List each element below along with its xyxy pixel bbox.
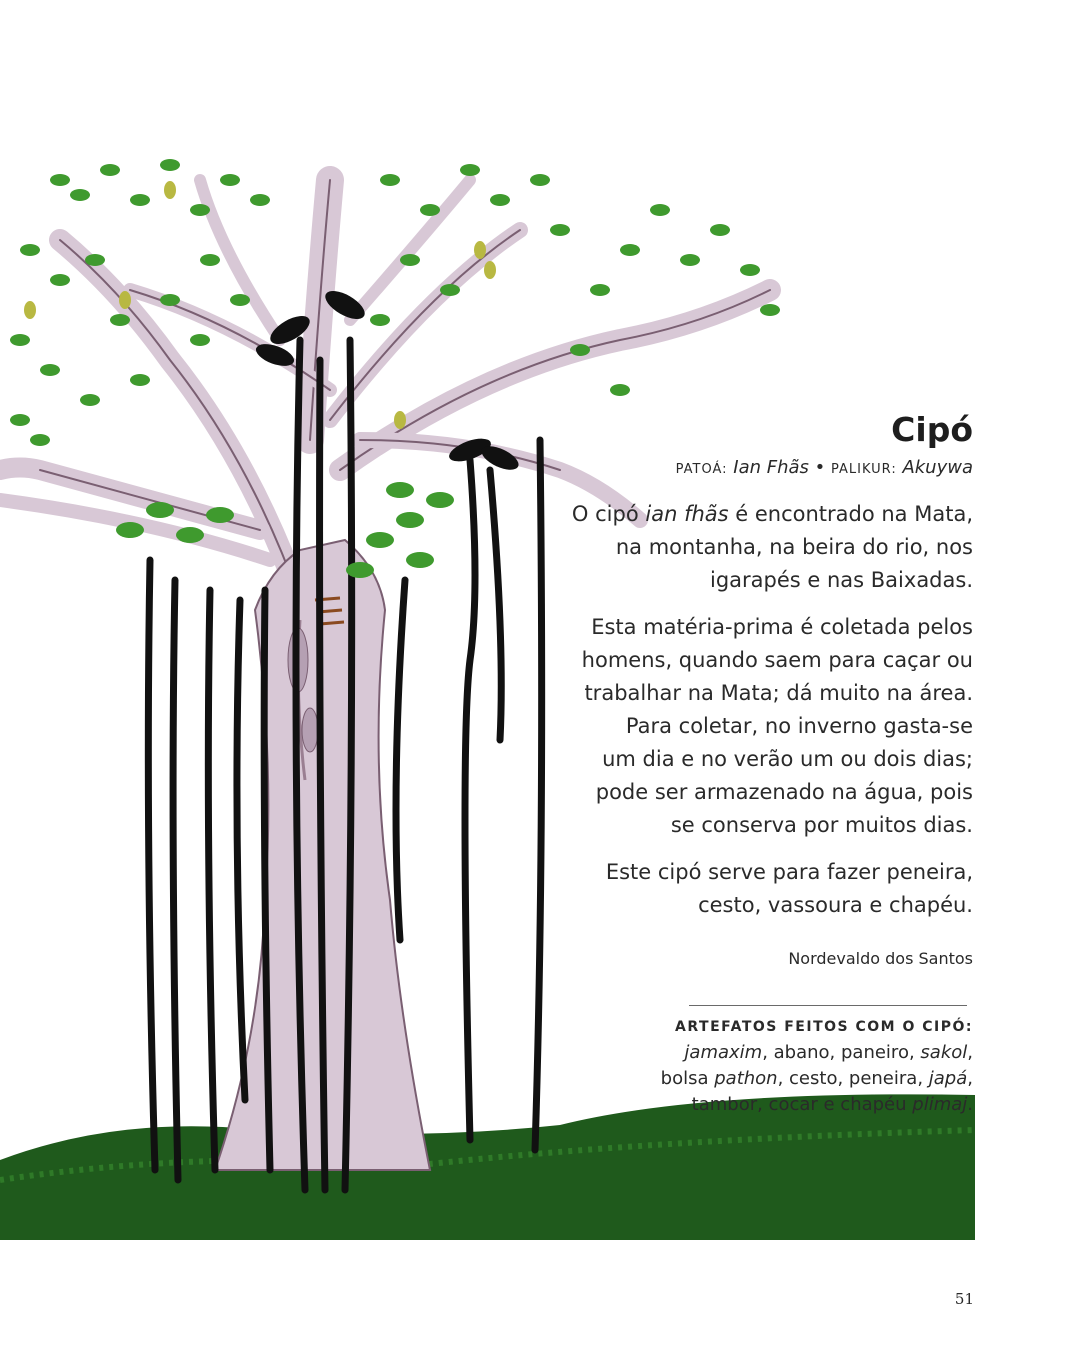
text-column	[533, 408, 973, 970]
palikur-label: PALIKUR:	[831, 462, 897, 477]
patoa-label: PATOÁ:	[675, 462, 728, 477]
paragraph-3	[533, 856, 973, 922]
p3-line: cesto, vassoura e chapéu.	[698, 893, 973, 917]
artefact-text: jamaxim	[684, 1042, 763, 1063]
author-credit: Nordevaldo dos Santos	[788, 949, 973, 968]
artefact-text: sakol	[920, 1042, 968, 1063]
p2-line: um dia e no verão um ou dois dias;	[602, 747, 973, 771]
p1-italic: ian fhãs	[645, 502, 729, 526]
p1-line: igarapés e nas Baixadas.	[709, 568, 973, 592]
artefact-text: .	[967, 1094, 973, 1115]
artefact-text: , cesto, peneira,	[777, 1068, 929, 1089]
artefact-text: bolsa	[660, 1068, 715, 1089]
artefact-text: ,	[967, 1068, 973, 1089]
artefact-text: , abano, paneiro,	[762, 1042, 921, 1063]
p1-line: é encontrado na Mata,	[728, 502, 973, 526]
artefact-text: plimaj	[912, 1094, 968, 1115]
patoa-value: Ian Fhãs	[733, 457, 809, 478]
divider-rule	[689, 1005, 967, 1006]
p2-line: Esta matéria-prima é coletada pelos	[591, 615, 973, 639]
paragraph-2	[533, 611, 973, 842]
artefacts-line-3	[533, 1092, 973, 1118]
paragraph-1	[533, 498, 973, 597]
page-number: 51	[954, 1290, 974, 1308]
p1-line: na montanha, na beira do rio, nos	[615, 535, 973, 559]
p2-line: pode ser armazenado na água, pois	[595, 780, 973, 804]
palikur-value: Akuywa	[902, 457, 973, 478]
local-names	[533, 456, 973, 482]
artefacts-box	[533, 1014, 973, 1118]
artefacts-line-1	[533, 1040, 973, 1066]
artefact-text: japá	[928, 1068, 968, 1089]
p2-line: Para coletar, no inverno gasta-se	[625, 714, 973, 738]
artefacts-heading: ARTEFATOS FEITOS COM O CIPÓ:	[675, 1019, 973, 1035]
page-title: Cipó	[891, 410, 973, 449]
artefact-text: tambor, cocar e chapéu	[691, 1094, 913, 1115]
artefact-text: ,	[967, 1042, 973, 1063]
artefacts-line-2	[533, 1066, 973, 1092]
p1-before: O cipó	[571, 502, 646, 526]
p2-line: se conserva por muitos dias.	[670, 813, 973, 837]
p2-line: homens, quando saem para caçar ou	[581, 648, 973, 672]
name-separator: •	[814, 457, 826, 478]
p2-line: trabalhar na Mata; dá muito na área.	[584, 681, 973, 705]
p3-line: Este cipó serve para fazer peneira,	[605, 860, 973, 884]
artefact-text: pathon	[714, 1068, 778, 1089]
